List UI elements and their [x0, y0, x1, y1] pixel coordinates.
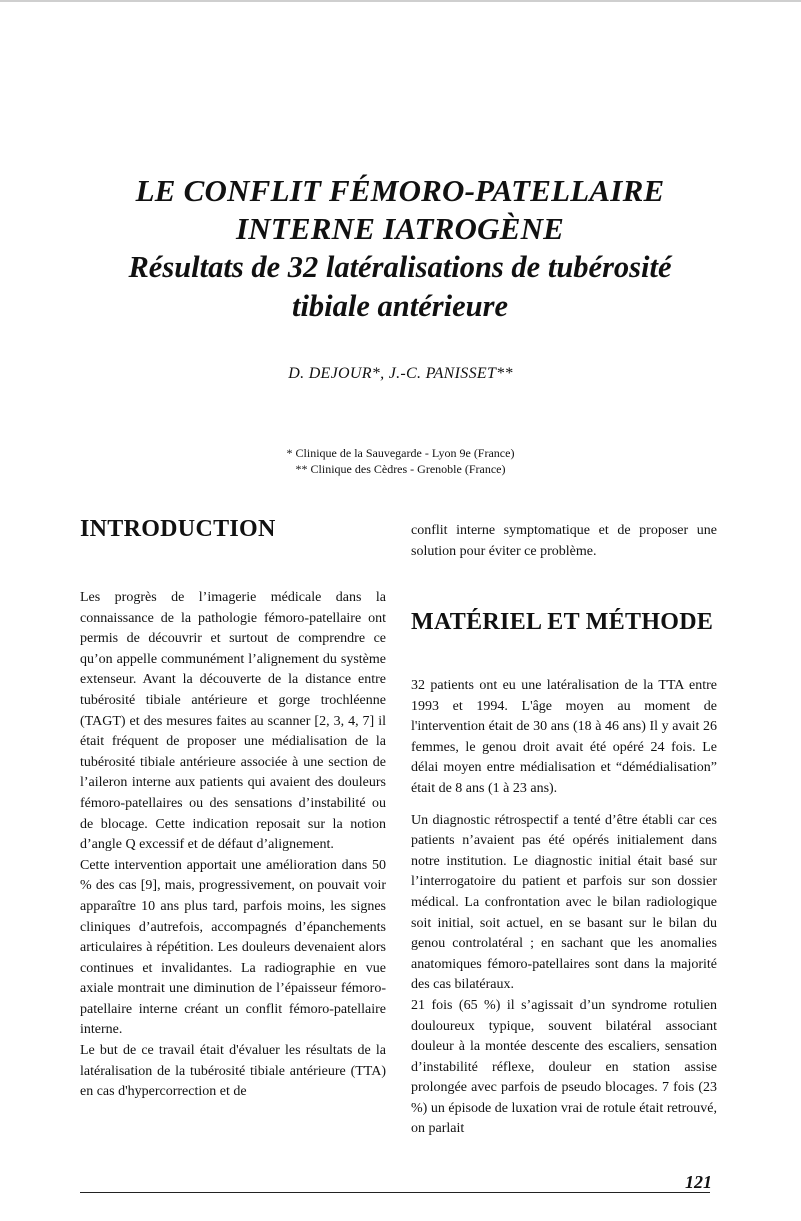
- intro-paragraph-1: Les progrès de l’imagerie médicale dans la connaissance de la pathologie fémoro-patellaire ont permis de découvrir et surtout de comprendre ce qu’on appelle communément l’alignement du système extenseur. Avant la découverte de la distance entre tubérosité tibiale antérieure et gorge trochléenne (TAGT) et des mesures faites au scanner [2, 3, 4, 7] il était fréquent de proposer une médialisation de la tubérosité tibiale antérieure associée à une section de l’aileron interne aux patients qui avaient des douleurs fémoro-patellaires ou des sensations d’instabilité ou de blocage. Cette indication reposait sur la notion d’angle Q excessif et de défaut d’alignement.: [80, 590, 386, 853]
- authors: D. DEJOUR*, J.-C. PANISSET**: [288, 365, 513, 382]
- right-column-methods: [411, 676, 717, 1140]
- affiliations: [0, 445, 801, 477]
- affiliation-2: ** Clinique des Cèdres - Grenoble (France): [295, 462, 506, 476]
- subtitle-line-2: tibiale antérieure: [291, 289, 509, 323]
- affiliation-1: * Clinique de la Sauvegarde - Lyon 9e (France): [286, 446, 515, 460]
- heading-materiel-et-methode: MATÉRIEL ET MÉTHODE: [411, 609, 714, 635]
- right-column: [411, 521, 717, 562]
- methods-paragraph-3: 21 fois (65 %) il s’agissait d’un syndrome rotulien douloureux typique, souvent bilatéral associant douleur à la montée descente des escaliers, sensation d’instabilité réflexe, douleur en station assise prolongée avec parfois de pseudo blocages. 7 fois (23 %) un épisode de luxation vrai de rotule était retrouvé, on parlait: [411, 997, 717, 1137]
- subtitle-line-1: Résultats de 32 latéralisations de tubérosité: [128, 250, 672, 284]
- heading-introduction: INTRODUCTION: [80, 516, 276, 542]
- methods-paragraph-2: Un diagnostic rétrospectif a tenté d’être établi car ces patients n’avaient pas été opérés initialement dans notre institution. Le diagnostic initial était basé sur l’interrogatoire du patient et parfois sur son dossier médical. La confrontation avec le bilan radiologique soit initial, soit actuel, en se basant sur le bilan du genou controlatéral ; en sachant que les anomalies anatomiques fémoro-patellaires sont dans la majorité des cas bilatéraux.: [411, 812, 717, 993]
- title-line-1: LE CONFLIT FÉMORO-PATELLAIRE: [135, 173, 665, 208]
- intro-paragraph-2: Cette intervention apportait une amélioration dans 50 % des cas [9], mais, progressivement, on pouvait voir apparaître 10 ans plus tard, parfois moins, les signes cliniques d’autrefois, accompagnés d’épanchements articulaires à répétition. Les douleurs devenaient alors continues et invalidantes. La radiographie en vue axiale montrait une diminution de l’épaisseur fémoro-patellaire interne créant un conflit fémoro-patellaire interne.: [80, 857, 386, 1038]
- top-edge-rule: [0, 0, 801, 2]
- intro-paragraph-3: Le but de ce travail était d'évaluer les résultats de la latéralisation de la tubérosité tibiale antérieure (TTA) en cas d'hypercorrection et de: [80, 1043, 386, 1100]
- title-line-2: INTERNE IATROGÈNE: [235, 211, 565, 246]
- article-title: [60, 172, 740, 326]
- page-number: 121: [685, 1172, 712, 1192]
- intro-continued-paragraph: conflit interne symptomatique et de proposer une solution pour éviter ce problème.: [411, 523, 717, 559]
- left-column: [80, 588, 386, 1103]
- footer-rule: [80, 1192, 710, 1193]
- methods-paragraph-1: 32 patients ont eu une latéralisation de la TTA entre 1993 et 1994. L'âge moyen au moment de l'intervention était de 30 ans (18 à 46 ans) Il y avait 26 femmes, le genou droit avait été opéré 24 fois. Le délai moyen entre médialisation et “démédialisation” était de 8 ans (1 à 23 ans).: [411, 678, 717, 796]
